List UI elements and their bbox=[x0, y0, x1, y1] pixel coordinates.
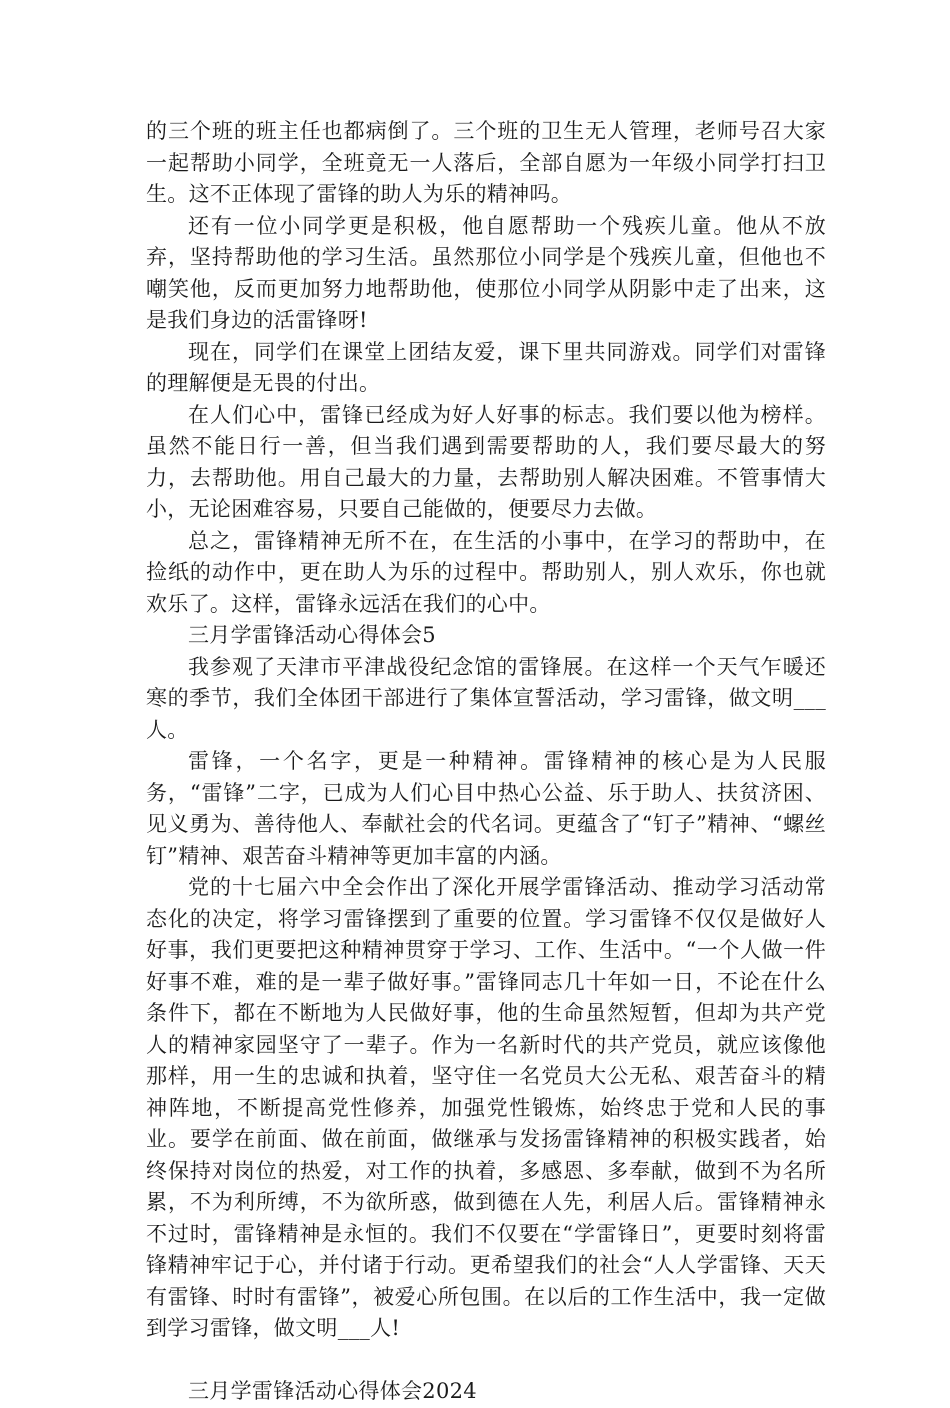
blank-line bbox=[146, 1345, 826, 1377]
paragraph-continued: 的三个班的班主任也都病倒了。三个班的卫生无人管理，老师号召大家一起帮助小同学，全班竟无一人落后，全部自愿为一年级小同学打扫卫生。这不正体现了雷锋的助人为乐的精神吗。 bbox=[146, 119, 826, 206]
document-page bbox=[146, 116, 826, 1408]
paragraph: 现在，同学们在课堂上团结友爱，课下里共同游戏。同学们对雷锋的理解便是无畏的付出。 bbox=[146, 339, 826, 395]
paragraph: 总之，雷锋精神无所不在，在生活的小事中，在学习的帮助中，在捡纸的动作中，更在助人为乐的过程中。帮助别人，别人欢乐，你也就欢乐了。这样，雷锋永远活在我们的心中。 bbox=[146, 528, 826, 616]
paragraph: 还有一位小同学更是积极，他自愿帮助一个残疾儿童。他从不放弃，坚持帮助他的学习生活。虽然那位小同学是个残疾儿童，但他也不嘲笑他，反而更加努力地帮助他，使那位小同学从阴影中走了出来，这是我们身边的活雷锋呀! bbox=[146, 213, 826, 332]
paragraph: 雷锋，一个名字，更是一种精神。雷锋精神的核心是为人民服务，“雷锋”二字，已成为人们心目中热心公益、乐于助人、扶贫济困、见义勇为、善待他人、奉献社会的代名词。更蕴含了“钉子”精神、“螺丝钉”精神、艰苦奋斗精神等更加丰富的内涵。 bbox=[146, 749, 826, 868]
paragraph: 我参观了天津市平津战役纪念馆的雷锋展。在这样一个天气乍暖还寒的季节，我们全体团干部进行了集体宣誓活动，学习雷锋，做文明___人。 bbox=[146, 654, 826, 742]
paragraph: 在人们心中，雷锋已经成为好人好事的标志。我们要以他为榜样。虽然不能日行一善，但当我们遇到需要帮助的人，我们要尽最大的努力，去帮助他。用自己最大的力量，去帮助别人解决困难。不管事情大小，无论困难容易，只要自己能做的，便要尽力去做。 bbox=[146, 402, 826, 521]
paragraph: 党的十七届六中全会作出了深化开展学雷锋活动、推动学习活动常态化的决定，将学习雷锋摆到了重要的位置。学习雷锋不仅仅是做好人好事，我们更要把这种精神贯穿于学习、工作、生活中。“一个人做一件好事不难，难的是一辈子做好事。”雷锋同志几十年如一日，不论在什么条件下，都在不断地为人民做好事，他的生命虽然短暂，但却为共产党人的精神家园坚守了一辈子。作为一名新时代的共产党员，就应该像他那样，用一生的忠诚和执着，坚守住一名党员大公无私、艰苦奋斗的精神阵地，不断提高党性修养，加强党性锻炼，始终忠于党和人民的事业。要学在前面、做在前面，做继承与发扬雷锋精神的积极实践者，始终保持对岗位的热爱，对工作的执着，多感恩、多奉献，做到不为名所累，不为利所缚，不为欲所惑，做到德在人先，利居人后。雷锋精神永不过时，雷锋精神是永恒的。我们不仅要在“学雷锋日”，更要时刻将雷锋精神牢记于心，并付诸于行动。更希望我们的社会“人人学雷锋、天天有雷锋、时时有雷锋”，被爱心所包围。在以后的工作生活中，我一定做到学习雷锋，做文明___人! bbox=[146, 875, 826, 1340]
section-title: 三月学雷锋活动心得体会5 bbox=[188, 623, 436, 647]
next-section-title: 三月学雷锋活动心得体会2024 bbox=[188, 1379, 477, 1403]
